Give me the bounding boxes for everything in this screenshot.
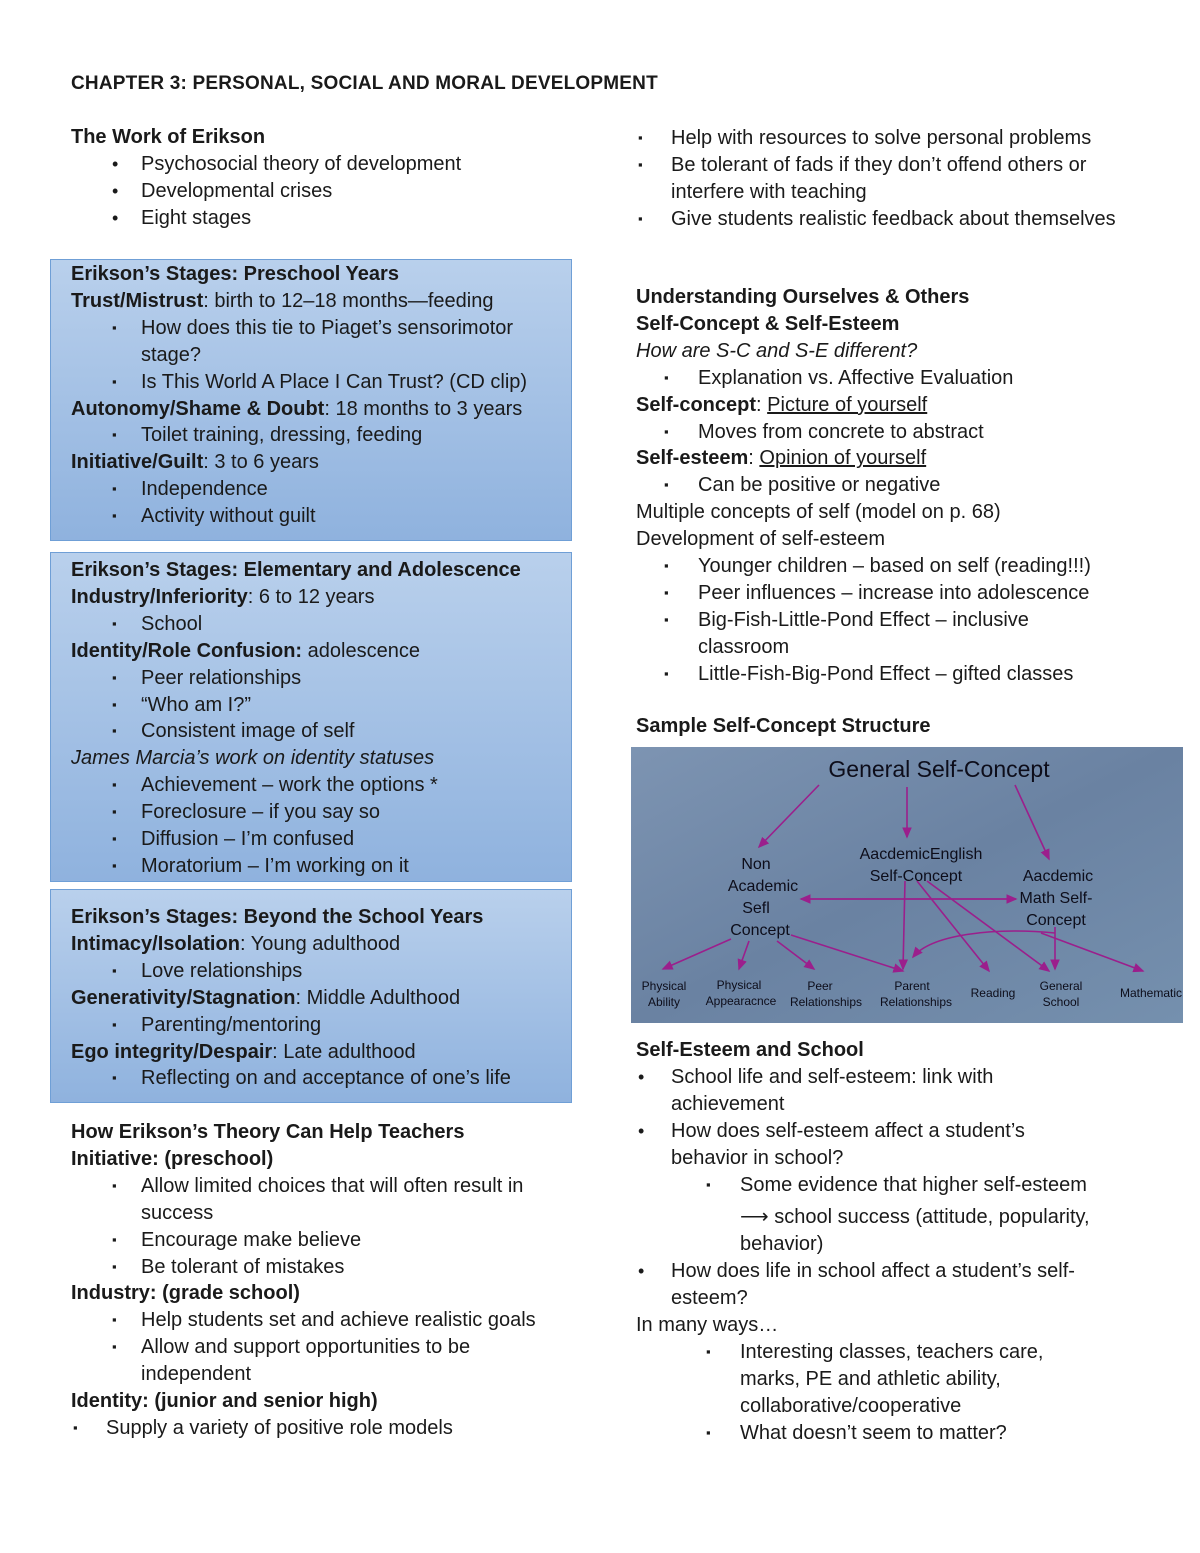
bullet-square-icon: ▪ bbox=[706, 1176, 711, 1192]
bullet-square-icon: ▪ bbox=[112, 427, 117, 443]
section-heading: Understanding Ourselves & Others bbox=[636, 286, 970, 308]
elementary-stages-content bbox=[71, 557, 576, 880]
list-item: ▪ Give students realistic feedback about themselves bbox=[636, 206, 1131, 233]
leaf-parent-2: Relationships bbox=[879, 995, 953, 1009]
list-item: ▪ “Who am I?” bbox=[71, 692, 576, 719]
stage-line: Generativity/Stagnation: Middle Adulthood bbox=[71, 986, 461, 1009]
box-heading: Erikson’s Stages: Beyond the School Years bbox=[71, 906, 484, 928]
stage-line: Identity/Role Confusion: adolescence bbox=[71, 639, 420, 662]
list-item: ▪ Moves from concrete to abstract bbox=[636, 419, 1136, 446]
bullet-square-icon: ▪ bbox=[112, 831, 117, 847]
bullet-square-icon: ▪ bbox=[112, 696, 117, 712]
list-item: ▪ Can be positive or negative bbox=[636, 472, 1136, 499]
bullet-square-icon: ▪ bbox=[638, 130, 643, 145]
bullet-square-icon: ▪ bbox=[112, 723, 117, 739]
list-item: ▪ Help students set and achieve realistic goals bbox=[71, 1307, 571, 1334]
leaf-phys-ability-2: Ability bbox=[647, 995, 681, 1009]
list-item: ▪ Allow limited choices that will often result in success bbox=[112, 1174, 524, 1224]
stage-line: Trust/Mistrust: birth to 12–18 months—feeding bbox=[71, 289, 494, 312]
bullet-dot-icon: • bbox=[112, 153, 119, 174]
sub-heading: Initiative: (preschool) bbox=[71, 1147, 274, 1170]
bullet-square-icon: ▪ bbox=[664, 665, 669, 681]
bullet-dot-icon: • bbox=[638, 1120, 645, 1141]
list-item: ▪ Foreclosure – if you say so bbox=[71, 799, 576, 826]
bullet-dot-icon: • bbox=[638, 1066, 645, 1087]
list-item: ▪ Interesting classes, teachers care, marks, PE and athletic ability, collaborative/cooperative bbox=[706, 1340, 1044, 1417]
list-item: ▪ Toilet training, dressing, feeding bbox=[71, 422, 576, 449]
stage-line: Initiative/Guilt: 3 to 6 years bbox=[71, 451, 319, 474]
leaf-general-school-2: School bbox=[1042, 995, 1080, 1009]
bullet-dot-icon: • bbox=[112, 180, 119, 201]
teachers-section bbox=[71, 1119, 571, 1442]
text-line: In many ways… bbox=[636, 1314, 779, 1337]
stage-line: Ego integrity/Despair: Late adulthood bbox=[71, 1040, 416, 1063]
bullet-square-icon: ▪ bbox=[638, 210, 643, 226]
marcia-line: James Marcia’s work on identity statuses bbox=[71, 747, 435, 770]
beyond-school-stages-content bbox=[71, 904, 576, 1092]
list-item: ▪ Peer influences – increase into adolescence bbox=[636, 580, 1136, 607]
list-item: • Eight stages bbox=[71, 205, 576, 232]
bullet-square-icon: ▪ bbox=[73, 1419, 78, 1435]
leaf-general-school-1: General bbox=[1039, 979, 1083, 993]
figure-heading: Sample Self-Concept Structure bbox=[636, 715, 931, 737]
leaf-phys-appear-1: Physical bbox=[716, 978, 762, 992]
bullet-square-icon: ▪ bbox=[664, 611, 669, 627]
leaf-mathematic: Mathematic bbox=[1119, 986, 1183, 1000]
node-nonacad-line2: Academic bbox=[727, 878, 799, 895]
bullet-dot-icon: • bbox=[638, 1261, 645, 1282]
bullet-square-icon: ▪ bbox=[706, 1424, 711, 1440]
list-item: ▪ Supply a variety of positive role models bbox=[71, 1415, 571, 1442]
list-item: ▪ Help with resources to solve personal problems bbox=[636, 125, 1131, 152]
section-heading: The Work of Erikson bbox=[71, 126, 266, 148]
list-item: ▪ Big-Fish-Little-Pond Effect – inclusive classroom bbox=[664, 608, 1029, 658]
bullet-square-icon: ▪ bbox=[638, 156, 643, 172]
list-item: • School life and self-esteem: link with achievement bbox=[638, 1065, 994, 1115]
leaf-peer-2: Relationships bbox=[789, 995, 863, 1009]
node-math-line3: Concept bbox=[1026, 912, 1086, 929]
definition-line: Self-concept: Picture of yourself bbox=[636, 393, 928, 416]
diagram-svg bbox=[631, 747, 1183, 1023]
list-item: ▪ Diffusion – I’m confused bbox=[71, 826, 576, 853]
bullet-square-icon: ▪ bbox=[112, 777, 117, 793]
bullet-square-icon: ▪ bbox=[112, 615, 117, 631]
list-item: ▪ Parenting/mentoring bbox=[71, 1012, 576, 1039]
list-item: ▪ Consistent image of self bbox=[71, 718, 576, 745]
bullet-square-icon: ▪ bbox=[112, 669, 117, 685]
list-item: • Developmental crises bbox=[71, 178, 576, 205]
node-math-line2: Math Self- bbox=[1019, 890, 1093, 907]
node-english-line2: Self-Concept bbox=[869, 868, 963, 885]
bullet-square-icon: ▪ bbox=[112, 1258, 117, 1274]
sub-heading: Industry: (grade school) bbox=[71, 1282, 300, 1305]
leaf-phys-ability-1: Physical bbox=[641, 979, 687, 993]
leaf-parent-1: Parent bbox=[894, 979, 930, 993]
list-item: ▪ Achievement – work the options * bbox=[71, 772, 576, 799]
stage-line: Intimacy/Isolation: Young adulthood bbox=[71, 932, 401, 955]
node-nonacad-line3: Sefl bbox=[742, 900, 770, 917]
text-line: Development of self-esteem bbox=[636, 528, 886, 551]
list-item: ▪ School bbox=[71, 611, 576, 638]
node-nonacad-line4: Concept bbox=[730, 922, 790, 939]
list-item: • How does life in school affect a student’s self-esteem? bbox=[638, 1260, 1075, 1310]
box-heading: Erikson’s Stages: Preschool Years bbox=[71, 263, 399, 285]
list-item: ▪ Reflecting on and acceptance of one’s life bbox=[71, 1065, 576, 1092]
list-item: ▪ Encourage make believe bbox=[71, 1227, 571, 1254]
list-item: ▪ Be tolerant of fads if they don’t offend others or interfere with teaching bbox=[638, 153, 1087, 203]
list-item: ▪ Activity without guilt bbox=[71, 503, 576, 530]
bullet-square-icon: ▪ bbox=[664, 477, 669, 493]
definition-line: Self-esteem: Opinion of yourself bbox=[636, 447, 927, 470]
bullet-square-icon: ▪ bbox=[112, 481, 117, 497]
list-item: ▪ Younger children – based on self (reading!!!) bbox=[636, 553, 1136, 580]
node-math-line1: Aacdemic bbox=[1022, 868, 1094, 885]
leaf-phys-appear-2: Appearacnce bbox=[705, 994, 777, 1008]
bullet-dot-icon: • bbox=[112, 207, 119, 228]
bullet-square-icon: ▪ bbox=[112, 1339, 117, 1355]
bullet-square-icon: ▪ bbox=[112, 319, 117, 335]
node-english-line1: AacdemicEnglish bbox=[859, 846, 983, 863]
list-item: ▪ Love relationships bbox=[71, 958, 576, 985]
preschool-stages-content bbox=[71, 261, 576, 530]
list-item: ▪ Independence bbox=[71, 476, 576, 503]
section-heading: Self-Esteem and School bbox=[636, 1039, 864, 1061]
bullet-square-icon: ▪ bbox=[112, 508, 117, 524]
bullet-square-icon: ▪ bbox=[664, 369, 669, 385]
bullet-square-icon: ▪ bbox=[112, 962, 117, 978]
bullet-square-icon: ▪ bbox=[112, 373, 117, 389]
bullet-square-icon: ▪ bbox=[664, 423, 669, 439]
list-item: ▪ Is This World A Place I Can Trust? (CD clip) bbox=[71, 369, 576, 396]
bullet-square-icon: ▪ bbox=[706, 1343, 711, 1359]
section-heading: How Erikson’s Theory Can Help Teachers bbox=[71, 1121, 465, 1143]
bullet-square-icon: ▪ bbox=[112, 1016, 117, 1032]
node-general-self-concept: General Self-Concept bbox=[828, 756, 1050, 782]
bullet-square-icon: ▪ bbox=[112, 1312, 117, 1328]
page-title: CHAPTER 3: PERSONAL, SOCIAL AND MORAL DEVELOPMENT bbox=[71, 73, 658, 94]
list-item: ▪ Allow and support opportunities to be independent bbox=[112, 1336, 471, 1386]
esteem-school-section bbox=[636, 1037, 1136, 1447]
self-concept-diagram bbox=[631, 747, 1183, 1023]
leaf-peer-1: Peer bbox=[807, 979, 833, 993]
bullet-square-icon: ▪ bbox=[112, 1177, 117, 1193]
list-item: ▪ Peer relationships bbox=[71, 665, 576, 692]
teacher-tips-continued bbox=[636, 125, 1131, 233]
text-line: Multiple concepts of self (model on p. 68) bbox=[636, 501, 1001, 524]
question-line: How are S-C and S-E different? bbox=[636, 339, 918, 362]
node-nonacad-line1: Non bbox=[741, 856, 771, 873]
list-item: ▪ How does this tie to Piaget’s sensorimotor stage? bbox=[112, 316, 514, 366]
box-heading: Erikson’s Stages: Elementary and Adolescence bbox=[71, 559, 521, 581]
list-item: ▪ What doesn’t seem to matter? bbox=[636, 1420, 1136, 1447]
stage-line: Industry/Inferiority: 6 to 12 years bbox=[71, 585, 375, 608]
bullet-square-icon: ▪ bbox=[112, 1231, 117, 1247]
bullet-square-icon: ▪ bbox=[112, 1070, 117, 1086]
erikson-work-section bbox=[71, 124, 576, 232]
list-item: • How does self-esteem affect a student’s behavior in school? bbox=[638, 1119, 1025, 1169]
bullet-square-icon: ▪ bbox=[112, 857, 117, 873]
sub-heading: Identity: (junior and senior high) bbox=[71, 1390, 378, 1413]
bullet-square-icon: ▪ bbox=[664, 558, 669, 574]
right-arrow-icon: ⟶ bbox=[740, 1206, 769, 1229]
understanding-section bbox=[636, 284, 1136, 688]
list-item: ▪ Little-Fish-Big-Pond Effect – gifted classes bbox=[636, 661, 1136, 688]
bullet-square-icon: ▪ bbox=[112, 804, 117, 820]
list-item: ▪ Explanation vs. Affective Evaluation bbox=[636, 365, 1136, 392]
leaf-reading: Reading bbox=[970, 986, 1016, 1000]
bullet-square-icon: ▪ bbox=[664, 584, 669, 600]
sub-heading: Self-Concept & Self-Esteem bbox=[636, 312, 900, 335]
list-item: • Psychosocial theory of development bbox=[71, 151, 576, 178]
list-item: ▪ Be tolerant of mistakes bbox=[71, 1254, 571, 1281]
stage-line: Autonomy/Shame & Doubt: 18 months to 3 years bbox=[71, 397, 523, 420]
continuation-line: ⟶ school success (attitude, popularity, behavior) bbox=[740, 1206, 1090, 1256]
list-item: ▪ Some evidence that higher self-esteem bbox=[636, 1172, 1136, 1199]
list-item: ▪ Moratorium – I’m working on it bbox=[71, 853, 576, 880]
